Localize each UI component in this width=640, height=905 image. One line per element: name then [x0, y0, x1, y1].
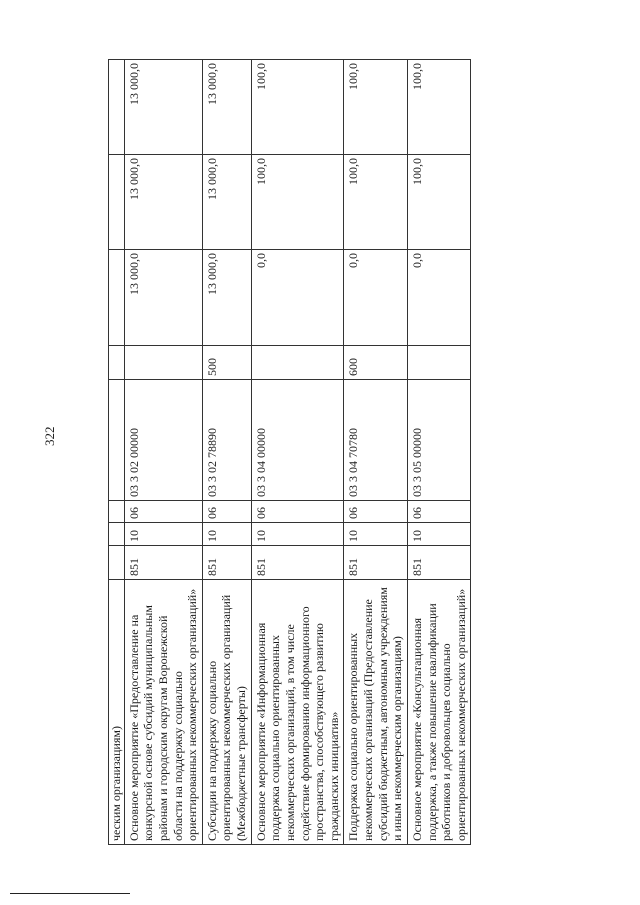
subsection-code-cell: 06	[251, 501, 344, 523]
amount-year-2-cell: 100,0	[344, 155, 408, 250]
subsection-code-cell: 06	[124, 501, 202, 523]
section-code-cell: 10	[202, 523, 251, 546]
expense-type-cell	[251, 346, 344, 380]
amount-year-1-cell	[109, 250, 125, 346]
amount-year-2-cell: 13 000,0	[202, 155, 251, 250]
section-code-cell: 10	[344, 523, 408, 546]
section-code-cell: 10	[407, 523, 471, 546]
target-article-cell: 03 3 02 00000	[124, 380, 202, 501]
amount-year-1-cell: 0,0	[251, 250, 344, 346]
amount-year-3-cell: 100,0	[251, 60, 344, 155]
amount-year-2-cell: 13 000,0	[124, 155, 202, 250]
grbs-code-cell	[109, 546, 125, 580]
amount-year-3-cell: 13 000,0	[202, 60, 251, 155]
table-row	[202, 60, 251, 845]
budget-table-container	[108, 60, 640, 845]
amount-year-2-cell	[109, 155, 125, 250]
amount-year-3-cell: 100,0	[344, 60, 408, 155]
budget-table	[108, 59, 471, 845]
table-row	[407, 60, 471, 845]
target-article-cell: 03 3 02 78890	[202, 380, 251, 501]
amount-year-1-cell: 13 000,0	[202, 250, 251, 346]
footer-rule	[10, 893, 130, 894]
subsection-code-cell	[109, 501, 125, 523]
row-name-cell: Субсидии на поддержку социально ориентированных некоммерческих организаций (Межбюджетные трансферты)	[202, 580, 251, 845]
row-name-cell: Поддержка социально ориентированных некоммерческих организаций (Предоставление субсидий бюджетным, автономным учреждениям и иным некоммерческим организациям)	[344, 580, 408, 845]
row-name-cell: Основное мероприятие «Консультационная поддержка, а также повышение квалификации работников и добровольцев социально ориентированных некоммерческих организаций»	[407, 580, 471, 845]
row-name-cell: ческим организациям)	[109, 580, 125, 845]
amount-year-3-cell: 13 000,0	[124, 60, 202, 155]
amount-year-2-cell: 100,0	[251, 155, 344, 250]
target-article-cell: 03 3 04 00000	[251, 380, 344, 501]
amount-year-1-cell: 0,0	[407, 250, 471, 346]
table-row	[124, 60, 202, 845]
grbs-code-cell: 851	[202, 546, 251, 580]
subsection-code-cell: 06	[202, 501, 251, 523]
section-code-cell	[109, 523, 125, 546]
expense-type-cell	[109, 346, 125, 380]
amount-year-1-cell: 13 000,0	[124, 250, 202, 346]
section-code-cell: 10	[251, 523, 344, 546]
expense-type-cell	[124, 346, 202, 380]
amount-year-3-cell: 100,0	[407, 60, 471, 155]
page-number: 322	[42, 426, 57, 446]
amount-year-3-cell	[109, 60, 125, 155]
amount-year-2-cell: 100,0	[407, 155, 471, 250]
grbs-code-cell: 851	[251, 546, 344, 580]
expense-type-cell	[407, 346, 471, 380]
target-article-cell	[109, 380, 125, 501]
table-row	[109, 60, 125, 845]
subsection-code-cell: 06	[344, 501, 408, 523]
grbs-code-cell: 851	[407, 546, 471, 580]
table-row	[251, 60, 344, 845]
subsection-code-cell: 06	[407, 501, 471, 523]
amount-year-1-cell: 0,0	[344, 250, 408, 346]
grbs-code-cell: 851	[344, 546, 408, 580]
target-article-cell: 03 3 04 70780	[344, 380, 408, 501]
grbs-code-cell: 851	[124, 546, 202, 580]
expense-type-cell: 600	[344, 346, 408, 380]
target-article-cell: 03 3 05 00000	[407, 380, 471, 501]
section-code-cell: 10	[124, 523, 202, 546]
table-row	[344, 60, 408, 845]
expense-type-cell: 500	[202, 346, 251, 380]
row-name-cell: Основное мероприятие «Информационная поддержка социально ориентированных некоммерческих организаций, в том числе содействие формированию информационного пространства, способствующего развитию гражданских инициатив»	[251, 580, 344, 845]
row-name-cell: Основное мероприятие «Предоставление на конкурсной основе субсидий муниципальным районам и городским округам Воронежской области на поддержку социально ориентированных некоммерческих организаций»	[124, 580, 202, 845]
